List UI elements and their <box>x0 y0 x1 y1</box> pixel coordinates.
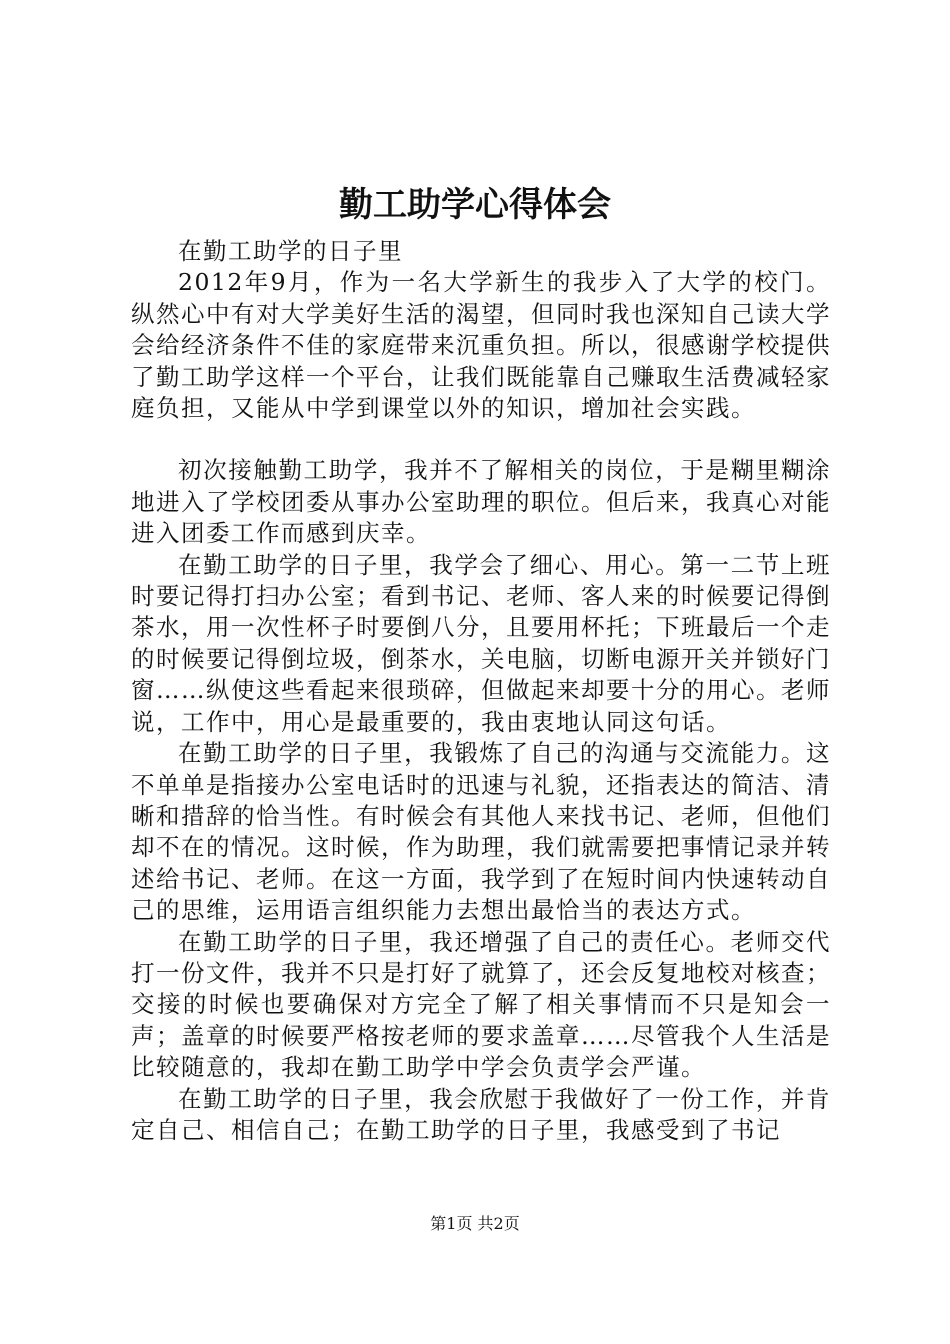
paragraph-5: 在勤工助学的日子里，我还增强了自己的责任心。老师交代打一份文件，我并不只是打好了就算了，还会反复地校对核查；交接的时候也要确保对方完全了解了相关事情而不只是知会一声；盖章的时候要严格按老师的要求盖章……尽管我个人生活是比较随意的，我却在勤工助学中学会负责学会严谨。 <box>131 927 831 1082</box>
document-title: 勤工助学心得体会 <box>339 185 611 225</box>
document-body <box>131 236 831 1146</box>
paragraph-3: 在勤工助学的日子里，我学会了细心、用心。第一二节上班时要记得打扫办公室；看到书记、老师、客人来的时候要记得倒茶水，用一次性杯子时要倒八分，且要用杯托；下班最后一个走的时候要记得倒垃圾，倒茶水，关电脑，切断电源开关并锁好门窗……纵使这些看起来很琐碎，但做起来却要十分的用心。老师说，工作中，用心是最重要的，我由衷地认同这句话。 <box>131 550 831 736</box>
paragraph-2: 初次接触勤工助学，我并不了解相关的岗位，于是糊里糊涂地进入了学校团委从事办公室助理的职位。但后来，我真心对能进入团委工作而感到庆幸。 <box>131 456 831 548</box>
paragraph-subtitle: 在勤工助学的日子里 <box>178 237 403 265</box>
paragraph-6: 在勤工助学的日子里，我会欣慰于我做好了一份工作，并肯定自己、相信自己；在勤工助学的日子里，我感受到了书记 <box>131 1084 831 1144</box>
paragraph-gap <box>131 424 831 455</box>
page-footer: 第1页 共2页 <box>430 1214 520 1233</box>
paragraph-4: 在勤工助学的日子里，我锻炼了自己的沟通与交流能力。这不单单是指接办公室电话时的迅速与礼貌，还指表达的简洁、清晰和措辞的恰当性。有时候会有其他人来找书记、老师，但他们却不在的情况。这时候，作为助理，我们就需要把事情记录并转述给书记、老师。在这一方面，我学到了在短时间内快速转动自己的思维，运用语言组织能力去想出最恰当的表达方式。 <box>131 739 831 925</box>
paragraph-1: 2012年9月，作为一名大学新生的我步入了大学的校门。纵然心中有对大学美好生活的渴望，但同时我也深知自己读大学会给经济条件不佳的家庭带来沉重负担。所以，很感谢学校提供了勤工助学这样一个平台，让我们既能靠自己赚取生活费减轻家庭负担，又能从中学到课堂以外的知识，增加社会实践。 <box>131 268 831 423</box>
